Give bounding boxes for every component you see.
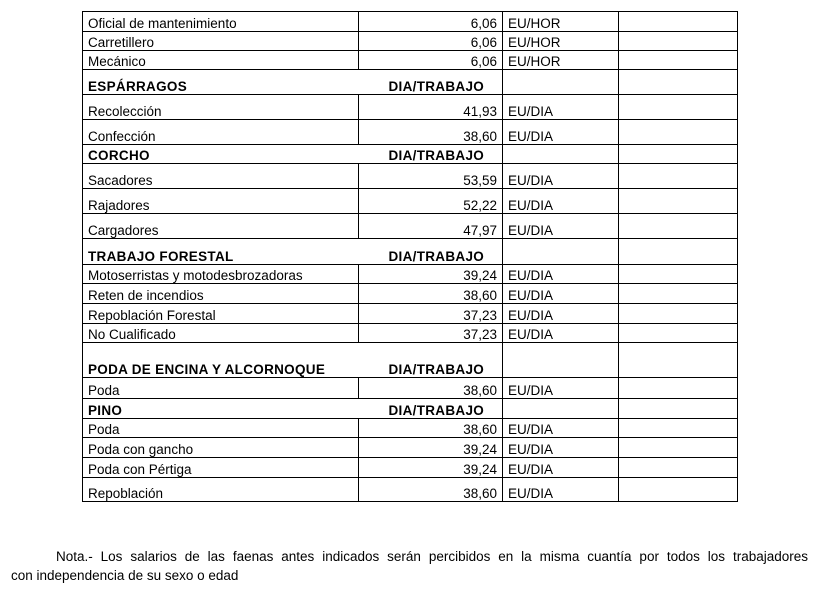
wage-unit: EU/DIA	[503, 214, 619, 239]
wage-value: 6,06	[359, 51, 503, 70]
empty-cell	[619, 343, 738, 378]
wage-value: 39,24	[359, 265, 503, 284]
section-header-row	[83, 399, 738, 419]
job-label: Mecánico	[83, 51, 359, 70]
wage-value: 38,60	[359, 419, 503, 438]
job-label: Cargadores	[83, 214, 359, 239]
wage-unit: EU/DIA	[503, 458, 619, 478]
wage-unit: EU/DIA	[503, 304, 619, 324]
wage-unit: EU/DIA	[503, 164, 619, 189]
table-row	[83, 164, 738, 189]
section-title: PODA DE ENCINA Y ALCORNOQUE	[83, 343, 359, 378]
empty-cell	[619, 51, 738, 70]
wage-unit: EU/DIA	[503, 120, 619, 145]
table-row	[83, 478, 738, 502]
job-label: Motoserristas y motodesbrozadoras	[83, 265, 359, 284]
wage-value: 47,97	[359, 214, 503, 239]
wage-unit: EU/DIA	[503, 419, 619, 438]
table-row	[83, 32, 738, 51]
empty-cell	[619, 32, 738, 51]
empty-cell	[619, 399, 738, 419]
wage-unit: EU/DIA	[503, 378, 619, 399]
wage-value: 6,06	[359, 32, 503, 51]
job-label: Poda con Pértiga	[83, 458, 359, 478]
wage-value: 52,22	[359, 189, 503, 214]
wage-unit: EU/HOR	[503, 12, 619, 32]
table-row	[83, 378, 738, 399]
wage-value: 39,24	[359, 458, 503, 478]
job-label: Carretillero	[83, 32, 359, 51]
table-row	[83, 324, 738, 343]
empty-cell	[619, 304, 738, 324]
table-row	[83, 120, 738, 145]
section-unit-header: DIA/TRABAJO	[359, 70, 503, 95]
job-label: Recolección	[83, 95, 359, 120]
section-unit-header: DIA/TRABAJO	[359, 239, 503, 265]
job-label: Poda	[83, 419, 359, 438]
job-label: Repoblación Forestal	[83, 304, 359, 324]
job-label: No Cualificado	[83, 324, 359, 343]
wage-value: 37,23	[359, 324, 503, 343]
empty-cell	[503, 239, 619, 265]
table-row	[83, 419, 738, 438]
wage-table-body	[83, 12, 738, 502]
empty-cell	[503, 70, 619, 95]
wage-unit: EU/DIA	[503, 284, 619, 304]
wage-unit: EU/DIA	[503, 324, 619, 343]
wage-value: 38,60	[359, 120, 503, 145]
section-title: CORCHO	[83, 145, 359, 164]
section-unit-header: DIA/TRABAJO	[359, 399, 503, 419]
wage-value: 41,93	[359, 95, 503, 120]
job-label: Repoblación	[83, 478, 359, 502]
empty-cell	[619, 70, 738, 95]
job-label: Rajadores	[83, 189, 359, 214]
empty-cell	[619, 438, 738, 458]
empty-cell	[619, 214, 738, 239]
wage-unit: EU/HOR	[503, 32, 619, 51]
section-header-row	[83, 70, 738, 95]
table-row	[83, 189, 738, 214]
table-row	[83, 438, 738, 458]
section-header-row	[83, 145, 738, 164]
job-label: Confección	[83, 120, 359, 145]
table-row	[83, 12, 738, 32]
section-unit-header: DIA/TRABAJO	[359, 145, 503, 164]
empty-cell	[503, 145, 619, 164]
table-row	[83, 284, 738, 304]
wage-unit: EU/DIA	[503, 478, 619, 502]
empty-cell	[619, 284, 738, 304]
empty-cell	[619, 324, 738, 343]
table-row	[83, 214, 738, 239]
wage-unit: EU/DIA	[503, 265, 619, 284]
empty-cell	[619, 95, 738, 120]
section-title: ESPÁRRAGOS	[83, 70, 359, 95]
empty-cell	[503, 399, 619, 419]
empty-cell	[619, 12, 738, 32]
note-line-2: con independencia de su sexo o edad	[11, 568, 239, 583]
empty-cell	[619, 239, 738, 265]
job-label: Oficial de mantenimiento	[83, 12, 359, 32]
wage-unit: EU/HOR	[503, 51, 619, 70]
section-title: PINO	[83, 399, 359, 419]
section-header-row	[83, 239, 738, 265]
empty-cell	[619, 145, 738, 164]
table-row	[83, 458, 738, 478]
table-row	[83, 95, 738, 120]
wage-unit: EU/DIA	[503, 95, 619, 120]
section-header-row	[83, 343, 738, 378]
job-label: Sacadores	[83, 164, 359, 189]
job-label: Poda con gancho	[83, 438, 359, 458]
empty-cell	[503, 343, 619, 378]
empty-cell	[619, 164, 738, 189]
empty-cell	[619, 265, 738, 284]
wage-value: 6,06	[359, 12, 503, 32]
note-paragraph	[11, 547, 808, 585]
empty-cell	[619, 458, 738, 478]
note-line-1: Nota.- Los salarios de las faenas antes indicados serán percibidos en la misma cuantía por todos los trabajadores	[56, 549, 808, 564]
wage-value: 38,60	[359, 378, 503, 399]
empty-cell	[619, 120, 738, 145]
wage-table	[82, 11, 738, 502]
table-row	[83, 304, 738, 324]
wage-value: 38,60	[359, 284, 503, 304]
wage-value: 39,24	[359, 438, 503, 458]
empty-cell	[619, 478, 738, 502]
wage-value: 53,59	[359, 164, 503, 189]
wage-value: 37,23	[359, 304, 503, 324]
section-unit-header: DIA/TRABAJO	[359, 343, 503, 378]
job-label: Poda	[83, 378, 359, 399]
wage-unit: EU/DIA	[503, 438, 619, 458]
table-row	[83, 51, 738, 70]
wage-value: 38,60	[359, 478, 503, 502]
empty-cell	[619, 189, 738, 214]
table-row	[83, 265, 738, 284]
empty-cell	[619, 419, 738, 438]
section-title: TRABAJO FORESTAL	[83, 239, 359, 265]
wage-unit: EU/DIA	[503, 189, 619, 214]
empty-cell	[619, 378, 738, 399]
job-label: Reten de incendios	[83, 284, 359, 304]
